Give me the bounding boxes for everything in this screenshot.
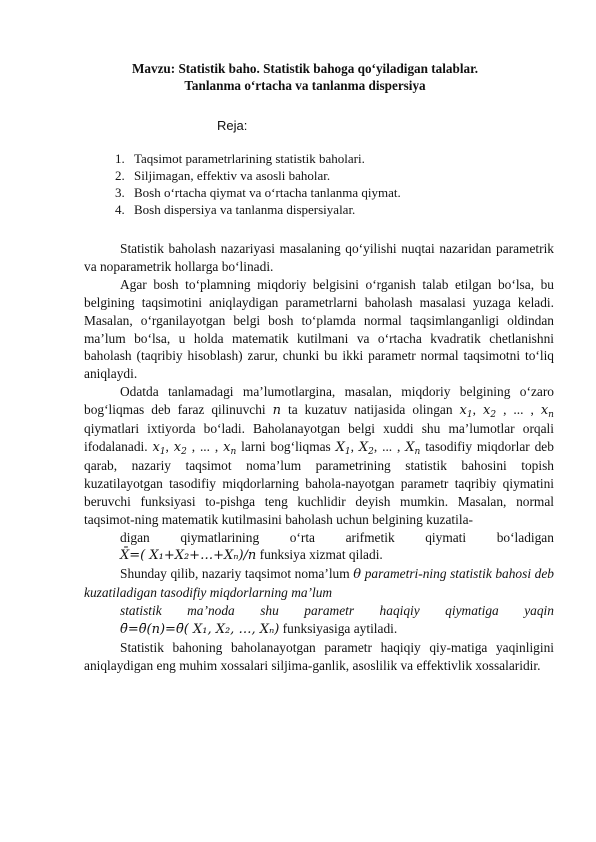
estimator-formula: θ̄=θ̄(n)=θ̄( X₁, X₂, …, Xₙ) — [120, 622, 280, 638]
plan-heading: Reja: — [217, 118, 248, 133]
paragraph-2: Agar bosh to‘plamning miqdoriy belgisini o‘rganish talab etilgan bo‘lsa, bu belgining taqsimotini aniqlaydigan parametrlarni baholash masalasi yuzaga keladi. Masalan, o‘rganilayotgan belgi bosh to‘plamda normal taqsimlanganligi oldindan ma’lum bo‘lsa, u holda matematik kutilmani va o‘rtacha kvadratik chetlanishni baholash (taqribiy hisoblash) zarur, chunki bu ikki parametr normal taqsimotni to‘liq aniqlaydi. — [84, 276, 554, 382]
paragraph-3: Odatda tanlamadagi ma’lumotlargina, masalan, miqdoriy belgining o‘zaro bog‘liqmas deb faraz qilinuvchi n ta kuzatuv natijasida olingan $x_1$, $x_2$ , ... , $x_n$ qiymatlari ixtiyorda bo‘ladi. Baholanayotgan belgi xuddi shu ma’lumotlar orqali ifodalanadi. $x_1$, $x_2$ , ... , $x_n$ larni bog‘liqmas $X_1$, $X_2$, ... , $X_n$ tasodifiy miqdorlar deb qarab, nazariy taqsimot noma’lum parametrining statistik bahosini topish kuzatilayotgan tasodifiy miqdorlarning bahola-nayotgan parametr taqribiy qiymatini beruvchi funksiyasi to-pishga teng kuchlidir deyish mumkin. Masalan, normal taqsimot-ning matematik kutilmasini baholash uchun belgining kuzatila- digan qiymatlarining o‘rta arifmetik qiymati bo‘ladigan X̄=( X₁+X₂+…+Xₙ)/n funksiya xizmat qiladi. — [84, 384, 554, 564]
justified-line: statistik ma’noda shu parametr haqiqiy qiymatiga yaqin — [120, 603, 554, 619]
mean-formula: X̄=( X₁+X₂+…+Xₙ)/n — [120, 548, 257, 564]
plan-item: 2. Siljimagan, effektiv va asosli baholar. — [115, 168, 331, 183]
justified-line: digan qiymatlarining o‘rta arifmetik qiymati bo‘ladigan — [120, 529, 554, 545]
paragraph-5: Statistik bahoning baholanayotgan parametr haqiqiy qiy-matiga yaqinligini aniqlaydigan eng muhim xossalari siljima-ganlik, asoslilik va effektivlik xossalaridir. — [84, 639, 554, 673]
body-text — [84, 240, 554, 675]
plan-item: 1. Taqsimot parametrlarining statistik baholari. — [115, 151, 365, 166]
paragraph-4: Shunday qilib, nazariy taqsimot noma’lum θ parametri-ning statistik bahosi deb kuzatiladigan tasodifiy miqdorlarning ma’lum statistik ma’noda shu parametr haqiqiy qiymatiga yaqin θ̄=θ̄(n)=θ̄( X₁, X₂, …, Xₙ) funksiyasiga aytiladi. — [84, 566, 554, 638]
plan-item: 3. Bosh o‘rtacha qiymat va o‘rtacha tanlanma qiymat. — [115, 185, 401, 200]
plan-item: 4. Bosh dispersiya va tanlanma dispersiyalar. — [115, 202, 356, 217]
var-n: n — [272, 403, 282, 419]
title-line-2: Tanlanma o‘rtacha va tanlanma dispersiya — [184, 78, 426, 93]
title-line-1: Mavzu: Statistik baho. Statistik bahoga qo‘yiladigan talablar. — [131, 61, 479, 76]
var-theta: θ — [353, 567, 362, 583]
paragraph-1: Statistik baholash nazariyasi masalaning qo‘yilishi nuqtai nazaridan parametrik va noparametrik hollarga bo‘linadi. — [84, 241, 554, 274]
plan-list — [115, 150, 515, 218]
